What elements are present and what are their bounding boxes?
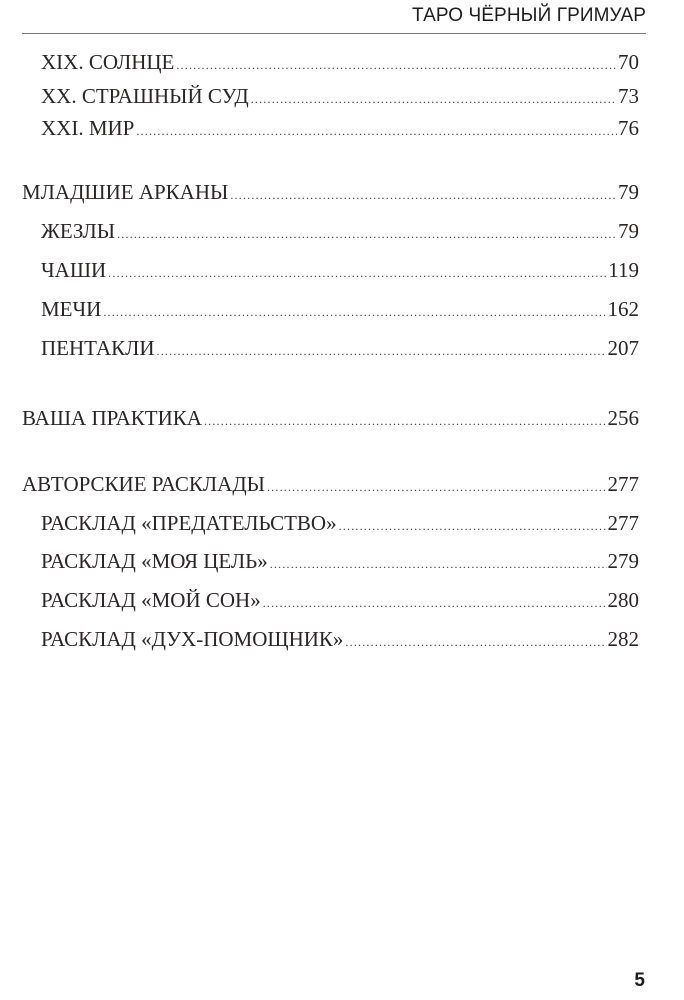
toc-entry-page: 280 [607,588,639,612]
toc-section-entry[interactable] [22,471,639,497]
toc-entry-title: XIX. СОЛНЦЕ [41,50,175,74]
toc-entry[interactable] [41,115,639,141]
toc-leader-dots [176,52,617,78]
toc-entry-title: XXI. МИР [41,116,135,140]
toc-leader-dots [339,513,607,539]
toc-leader-dots [263,590,607,616]
toc-entry-page: 79 [618,219,639,243]
toc-entry[interactable] [41,510,639,536]
toc-entry[interactable] [41,257,639,283]
toc-entry[interactable] [41,218,639,244]
toc-leader-dots [117,221,617,247]
toc-entry[interactable] [41,49,639,75]
toc-leader-dots [103,299,606,325]
page-number: 5 [634,970,645,991]
toc-entry[interactable] [41,335,639,361]
toc-leader-dots [204,408,607,434]
toc-entry-title: РАСКЛАД «МОЙ СОН» [41,588,261,612]
toc-leader-dots [345,629,606,655]
toc-entry-title: ЧАШИ [41,258,107,282]
toc-leader-dots [108,260,607,286]
toc-entry-title: ЖЕЗЛЫ [41,219,116,243]
header-rule [22,33,646,34]
toc-leader-dots [157,338,607,364]
toc-entry-title: ПЕНТАКЛИ [41,336,155,360]
toc-entry-page: 277 [607,511,639,535]
toc-entry-page: 70 [618,50,639,74]
toc-entry-title: РАСКЛАД «МОЯ ЦЕЛЬ» [41,549,268,573]
toc-leader-dots [251,86,617,112]
toc-entry[interactable] [41,587,639,613]
toc-entry-title: РАСКЛАД «ДУХ-ПОМОЩНИК» [41,627,344,651]
toc-entry[interactable] [41,83,639,109]
toc-entry-page: 73 [618,84,639,108]
toc-entry-title: ВАША ПРАКТИКА [22,406,202,430]
toc-entry-page: 256 [607,406,639,430]
toc-leader-dots [270,551,607,577]
toc-entry-title: РАСКЛАД «ПРЕДАТЕЛЬСТВО» [41,511,337,535]
toc-entry-title: МЕЧИ [41,297,102,321]
toc-section-entry[interactable] [22,405,639,431]
toc-entry-title: АВТОРСКИЕ РАСКЛАДЫ [22,472,265,496]
toc-leader-dots [267,474,607,500]
toc-leader-dots [136,118,617,144]
toc-entry-title: XX. СТРАШНЫЙ СУД [41,84,249,108]
toc-entry[interactable] [41,626,639,652]
toc-entry-title: МЛАДШИЕ АРКАНЫ [22,180,229,204]
toc-entry-page: 79 [618,180,639,204]
toc-entry[interactable] [41,548,639,574]
toc-entry-page: 207 [607,336,639,360]
toc-leader-dots [230,182,617,208]
toc-entry-page: 279 [607,549,639,573]
toc-entry-page: 119 [608,258,639,282]
toc-entry-page: 277 [607,472,639,496]
toc-entry-page: 282 [607,627,639,651]
toc-entry-page: 76 [618,116,639,140]
toc-section-entry[interactable] [22,179,639,205]
toc-entry-page: 162 [607,297,639,321]
running-head: ТАРО ЧЁРНЫЙ ГРИМУАР [412,5,646,26]
toc-entry[interactable] [41,296,639,322]
